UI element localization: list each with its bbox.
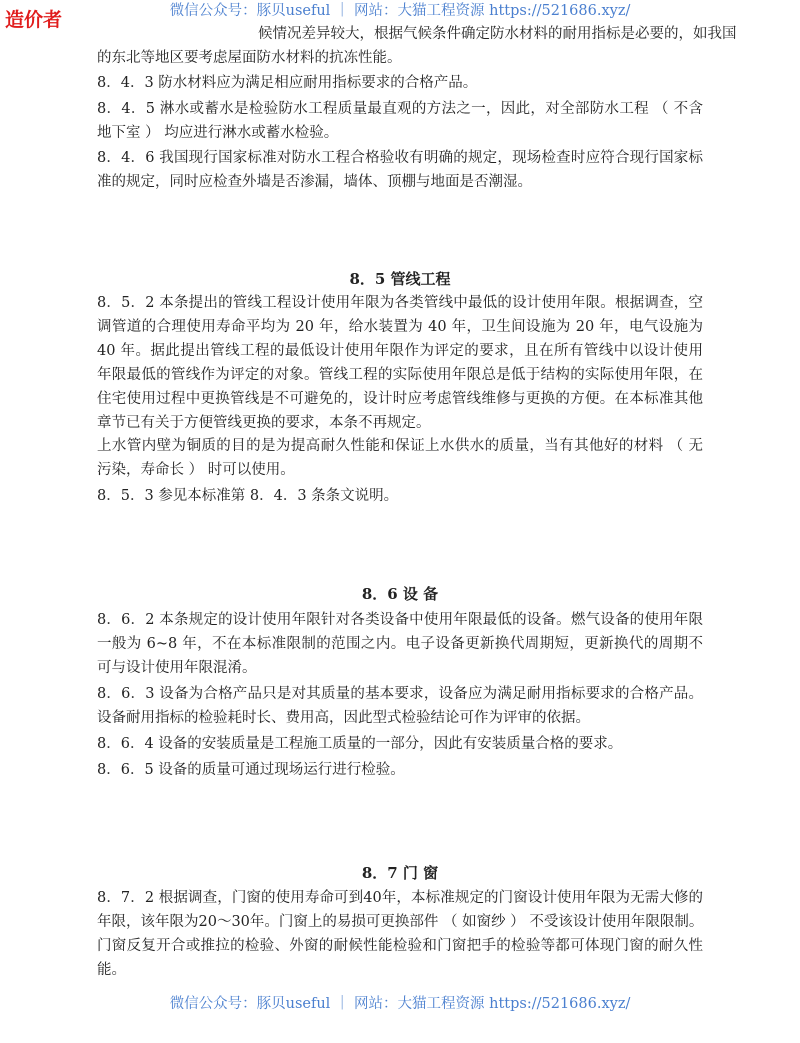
header-watermark: 微信公众号：豚贝useful ｜ 网站：大猫工程资源 https://521686.xyz/: [169, 3, 631, 19]
text-line: 地下室 ） 均应进行淋水或蓄水检验。: [97, 125, 339, 141]
section-heading-8-5: 8．5 管线工程: [349, 270, 451, 288]
text-line: 能。: [97, 962, 126, 978]
clause-8-6-2: 8．6．2 本条规定的设计使用年限针对各类设备中使用年限最低的设备。燃气设备的使用年限: [97, 612, 703, 628]
clause-8-6-5: 8．6．5 设备的质量可通过现场运行进行检验。: [97, 762, 405, 778]
text-line: 准的规定，同时应检查外墙是否渗漏，墙体、顶棚与地面是否潮湿。: [97, 174, 532, 190]
text-line: 调管道的合理使用寿命平均为 20 年，给水装置为 40 年，卫生间设施为 20 年，电气设施为: [97, 319, 703, 335]
text-line: 设备耐用指标的检验耗时长、费用高，因此型式检验结论可作为评审的依据。: [97, 710, 590, 726]
text-line: 年限，该年限为20～30年。门窗上的易损可更换部件 （ 如窗纱 ） 不受该设计使用年限限制。: [97, 914, 704, 930]
clause-8-4-6: 8．4．6 我国现行国家标准对防水工程合格验收有明确的规定，现场检查时应符合现行国家标: [97, 150, 703, 166]
text-line: 年限最低的管线作为评定的对象。管线工程的实际使用年限总是低于结构的实际使用年限，在: [97, 367, 703, 383]
text-line: 40 年。据此提出管线工程的最低设计使用年限作为评定的要求，且在所有管线中以设计使用: [97, 343, 703, 359]
section-heading-8-6: 8．6 设 备: [361, 585, 439, 603]
clause-8-4-3: 8．4．3 防水材料应为满足相应耐用指标要求的合格产品。: [97, 75, 478, 91]
clause-8-6-4: 8．6．4 设备的安装质量是工程施工质量的一部分，因此有安装质量合格的要求。: [97, 736, 623, 752]
paragraph-water-pipe: 上水管内壁为铜质的目的是为提高耐久性能和保证上水供水的质量，当有其他好的材料 （ 无: [97, 438, 703, 454]
clause-8-7-2: 8．7．2 根据调查，门窗的使用寿命可到40年，本标准规定的门窗设计使用年限为无需大修的: [97, 890, 703, 906]
text-line: 候情况差异较大，根据气候条件确定防水材料的耐用指标是必要的，如我国: [258, 26, 737, 42]
clause-8-4-5: 8．4．5 淋水或蓄水是检验防水工程质量最直观的方法之一，因此，对全部防水工程 （ 不含: [97, 101, 703, 117]
logo-watermark: 造价者: [5, 9, 63, 31]
text-line: 章节已有关于方便管线更换的要求，本条不再规定。: [97, 415, 431, 431]
clause-8-5-3: 8．5．3 参见本标准第 8．4．3 条条文说明。: [97, 488, 399, 504]
text-line: 的东北等地区要考虑屋面防水材料的抗冻性能。: [97, 50, 402, 66]
clause-8-5-2: 8．5．2 本条提出的管线工程设计使用年限为各类管线中最低的设计使用年限。根据调查，空: [97, 295, 703, 311]
text-line: 一般为 6~8 年，不在本标准限制的范围之内。电子设备更新换代周期短，更新换代的周期不: [97, 636, 703, 652]
section-heading-8-7: 8．7 门 窗: [361, 864, 439, 882]
text-line: 门窗反复开合或推拉的检验、外窗的耐候性能检验和门窗把手的检验等都可体现门窗的耐久性: [97, 938, 703, 954]
text-line: 住宅使用过程中更换管线是不可避免的，设计时应考虑管线维修与更换的方便。在本标准其他: [97, 391, 703, 407]
text-line: 污染，寿命长 ） 时可以使用。: [97, 462, 295, 478]
text-line: 可与设计使用年限混淆。: [97, 660, 257, 676]
clause-8-6-3: 8．6．3 设备为合格产品只是对其质量的基本要求，设备应为满足耐用指标要求的合格产品。: [97, 686, 703, 702]
footer-watermark: 微信公众号：豚贝useful ｜ 网站：大猫工程资源 https://521686.xyz/: [169, 996, 631, 1012]
